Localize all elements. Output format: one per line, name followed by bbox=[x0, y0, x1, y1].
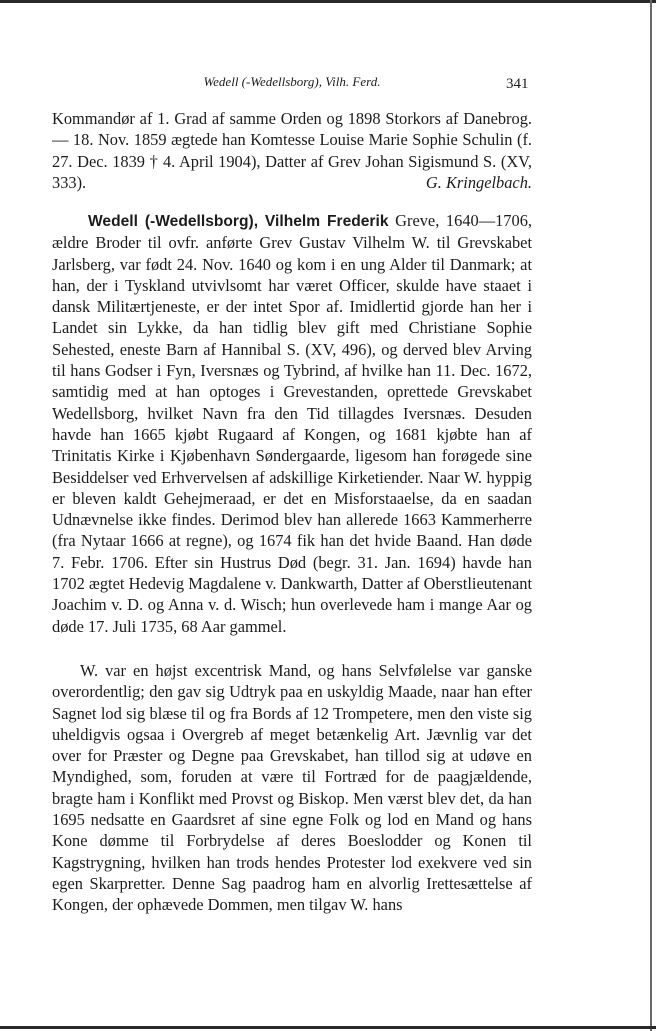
running-head: Wedell (-Wedellsborg), Vilh. Ferd. bbox=[203, 74, 381, 89]
paragraph-1-text: Kommandør af 1. Grad af samme Orden og 1898 Storkors af Danebrog. — 18. Nov. 1859 ægtede han Komtesse Louise Marie Sophie Schulin (f. 27. Dec. 1839 † 4. April 1904), Datter af Grev Johan Sigismund S. (XV, 333). bbox=[52, 109, 532, 192]
paragraph-2 bbox=[52, 210, 532, 637]
paragraph-3 bbox=[52, 660, 532, 916]
author-signature: G. Kringelbach. bbox=[425, 172, 532, 192]
bottom-edge-rule bbox=[0, 1026, 656, 1029]
top-edge-rule bbox=[0, 0, 656, 3]
entry-headword: Wedell (-Wedellsborg), Vilhelm Frederik bbox=[88, 213, 389, 230]
right-edge-rule bbox=[650, 0, 652, 1031]
page-number: 341 bbox=[506, 76, 529, 92]
paragraph-3-text: W. var en højst excentrisk Mand, og hans Selvfølelse var ganske overordentlig; den gav sig Udtryk paa en uskyldig Maade, naar han efter Sagnet lod sig blæse til og fra Bords af 12 Trompetere, men den viste sig uheldigvis ogsaa i Overgreb af meget betænkelig Art. Jævnlig var det over for Præster og Degne paa Grevskabet, han tillod sig at udøve en Myndighed, som, foruden at være til Fortræd for de paagjældende, bragte ham i Konflikt med Provst og Biskop. Men værst blev det, da han 1695 nedsatte en Gaardsret af sine egne Folk og lod en Mand og hans Kone dømme til Forbrydelse af deres Boeslodder og Konen til Kagstrygning, hvilken han trods hendes Protester lod exekvere ved sin egen Skarpretter. Denne Sag paadrog ham en alvorlig Irettesættelse af Kongen, der ophævede Dommen, men tilgav W. hans bbox=[52, 661, 532, 915]
paragraph-2-text: Greve, 1640—1706, ældre Broder til ovfr. anførte Grev Gustav Vilhelm W. til Grevskabet Jarlsberg, var født 24. Nov. 1640 og kom i en ung Alder til Danmark; at han, der i Tyskland utvivlsomt har været Officer, skulde have staaet i dansk Militærtjeneste, er der intet Spor af. Imidlertid gjorde han her i Landet sin Lykke, da han tidlig blev gift med Christiane Sophie Sehested, eneste Barn af Hannibal S. (XV, 496), og derved blev Arving til hans Godser i Fyn, Iversnæs og Tybrind, af hvilke han 11. Dec. 1672, samtidig med at han optoges i Grevestanden, oprettede Grevskabet Wedellsborg, hvilket Navn fra den Tid tillagdes Iversnæs. Desuden havde han 1665 kjøbt Rugaard af Kongen, og 1681 kjøbte han af Trinitatis Kirke i Kjøbenhavn Søndergaarde, ligesom han forøgede sine Besiddelser ved Erhvervelsen af adskillige Kirketiender. Naar W. hyppig er bleven kaldt Gehejmeraad, er det en Misforstaaelse, da en saadan Udnævnelse ikke findes. Derimod blev han allerede 1663 Kammerherre (fra Nytaar 1666 at regne), og 1674 fik han det hvide Baand. Han døde 7. Febr. 1706. Efter sin Hustrus Død (begr. 31. Jan. 1694) havde han 1702 ægtet Hedevig Magdalene v. Dankwarth, Datter af Oberstlieutenant Joachim v. D. og Anna v. d. Wisch; hun overlevede ham i mange Aar og døde 17. Juli 1735, 68 Aar gammel. bbox=[52, 211, 532, 636]
paragraph-1 bbox=[52, 108, 532, 193]
